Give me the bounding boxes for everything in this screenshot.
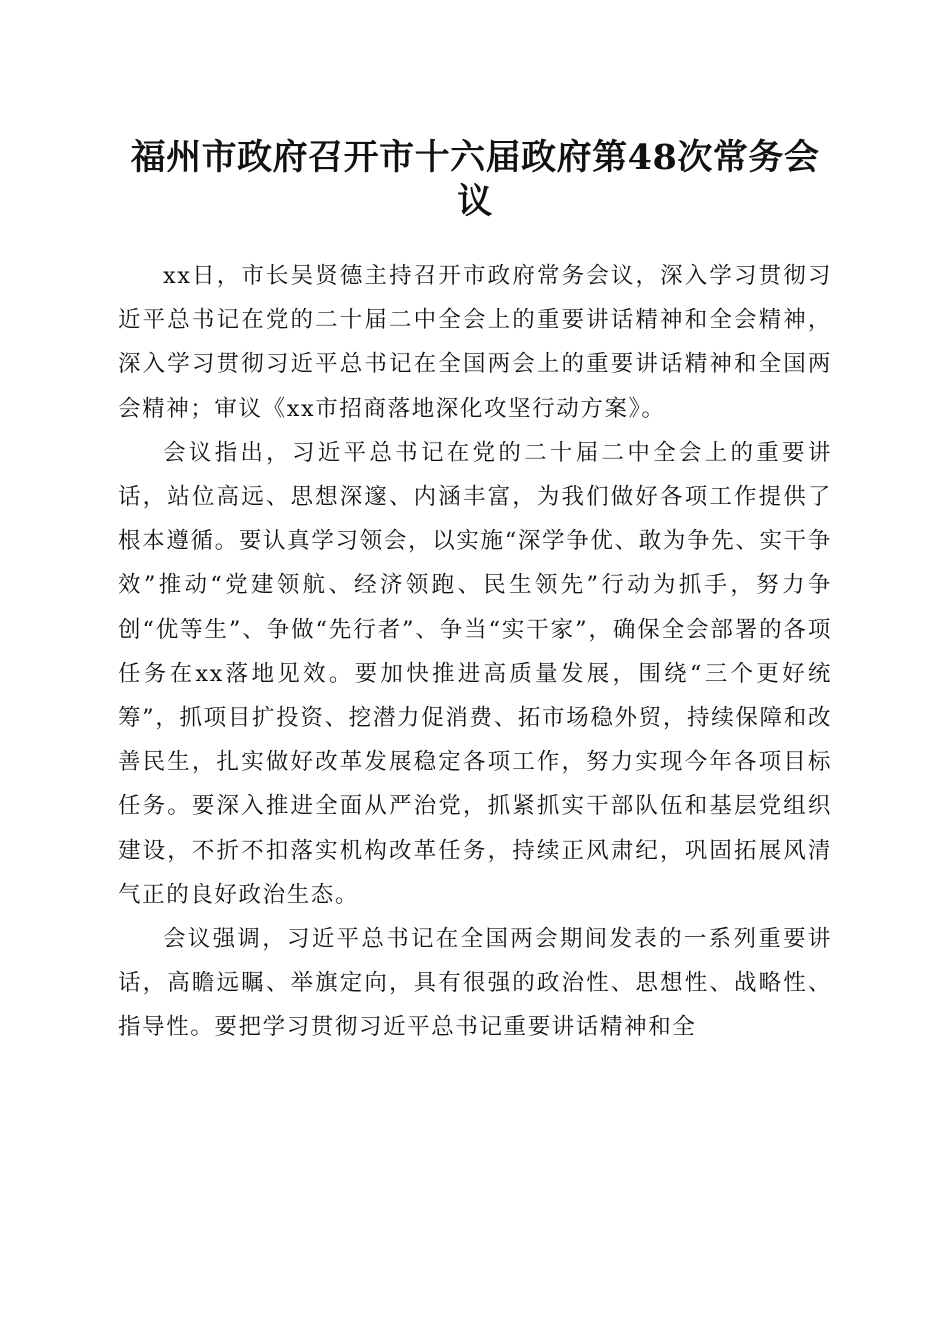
document-title: 福州市政府召开市十六届政府第48次常务会议 xyxy=(130,137,820,222)
paragraph-1: xx日，市长吴贤德主持召开市政府常务会议，深入学习贯彻习近平总书记在党的二十届二中全会上的重要讲话精神和全会精神，深入学习贯彻习近平总书记在全国两会上的重要讲话精神和全国两会精神；审议《xx市招商落地深化攻坚行动方案》。 xyxy=(118,263,832,422)
document-body xyxy=(118,254,832,1050)
paragraph-3: 会议强调，习近平总书记在全国两会期间发表的一系列重要讲话，高瞻远瞩、举旗定向，具有很强的政治性、思想性、战略性、指导性。要把学习贯彻习近平总书记重要讲话精神和全 xyxy=(118,926,832,1041)
paragraph-2: 会议指出，习近平总书记在党的二十届二中全会上的重要讲话，站位高远、思想深邃、内涵丰富，为我们做好各项工作提供了根本遵循。要认真学习领会，以实施“深学争优、敢为争先、实干争效”推动“党建领航、经济领跑、民生领先”行动为抓手，努力争创“优等生”、争做“先行者”、争当“实干家”，确保全会部署的各项任务在xx落地见效。要加快推进高质量发展，围绕“三个更好统筹”，抓项目扩投资、挖潜力促消费、拓市场稳外贸，持续保障和改善民生，扎实做好改革发展稳定各项工作，努力实现今年各项目标任务。要深入推进全面从严治党，抓紧抓实干部队伍和基层党组织建设，不折不扣落实机构改革任务，持续正风肃纪，巩固拓展风清气正的良好政治生态。 xyxy=(118,439,832,908)
